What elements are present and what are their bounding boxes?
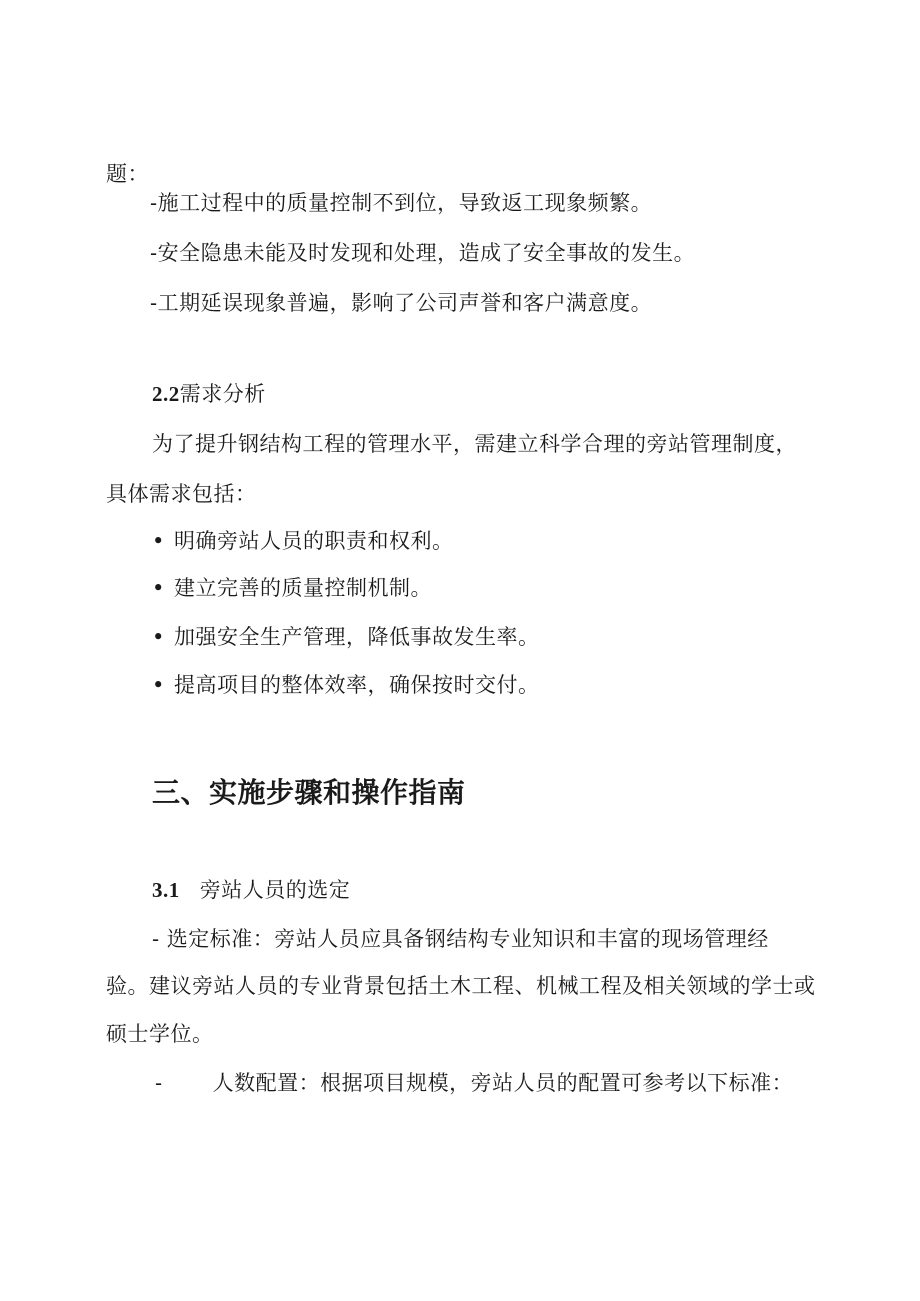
criteria-line-1: - 选定标准：旁站人员应具备钢结构专业知识和丰富的现场管理经 [152, 927, 769, 951]
needs-bullet-3 [152, 623, 540, 651]
bullet-text: 明确旁站人员的职责和权利。 [174, 529, 454, 553]
section-title: 旁站人员的选定 [199, 878, 351, 902]
bullet-icon: • [152, 576, 165, 600]
bullet-icon: • [152, 673, 165, 697]
problem-item-3: -工期延误现象普遍，影响了公司声誉和客户满意度。 [150, 291, 653, 315]
section-2-2-heading [152, 380, 266, 408]
dash-marker: - [155, 1071, 163, 1095]
problem-item-1: -施工过程中的质量控制不到位，导致返工现象频繁。 [150, 191, 653, 215]
bullet-text: 加强安全生产管理，降低事故发生率。 [174, 625, 540, 649]
criteria-line-2: 验。建议旁站人员的专业背景包括土木工程、机械工程及相关领域的学士或 [106, 974, 816, 998]
bullet-text: 提高项目的整体效率，确保按时交付。 [174, 673, 540, 697]
needs-intro-line-1: 为了提升钢结构工程的管理水平，需建立科学合理的旁站管理制度， [152, 432, 797, 456]
bullet-text: 建立完善的质量控制机制。 [174, 576, 432, 600]
section-number: 2.2 [152, 382, 180, 406]
section-3-heading: 三、实施步骤和操作指南 [152, 776, 466, 809]
needs-bullet-1 [152, 527, 454, 555]
bullet-icon: • [152, 529, 165, 553]
needs-bullet-4 [152, 671, 540, 699]
needs-bullet-2 [152, 574, 432, 602]
bullet-icon: • [152, 625, 165, 649]
section-title: 需求分析 [179, 382, 266, 406]
criteria-line-3: 硕士学位。 [106, 1022, 214, 1046]
staffing-text: 人数配置：根据项目规模，旁站人员的配置可参考以下标准： [212, 1071, 794, 1095]
section-number: 3.1 [152, 878, 180, 902]
prev-section-tail: 题： [106, 162, 149, 186]
section-3-1-heading [152, 876, 350, 904]
staffing-line [155, 1069, 793, 1097]
problem-item-2: -安全隐患未能及时发现和处理，造成了安全事故的发生。 [150, 241, 696, 265]
needs-intro-line-2: 具体需求包括： [106, 482, 257, 506]
